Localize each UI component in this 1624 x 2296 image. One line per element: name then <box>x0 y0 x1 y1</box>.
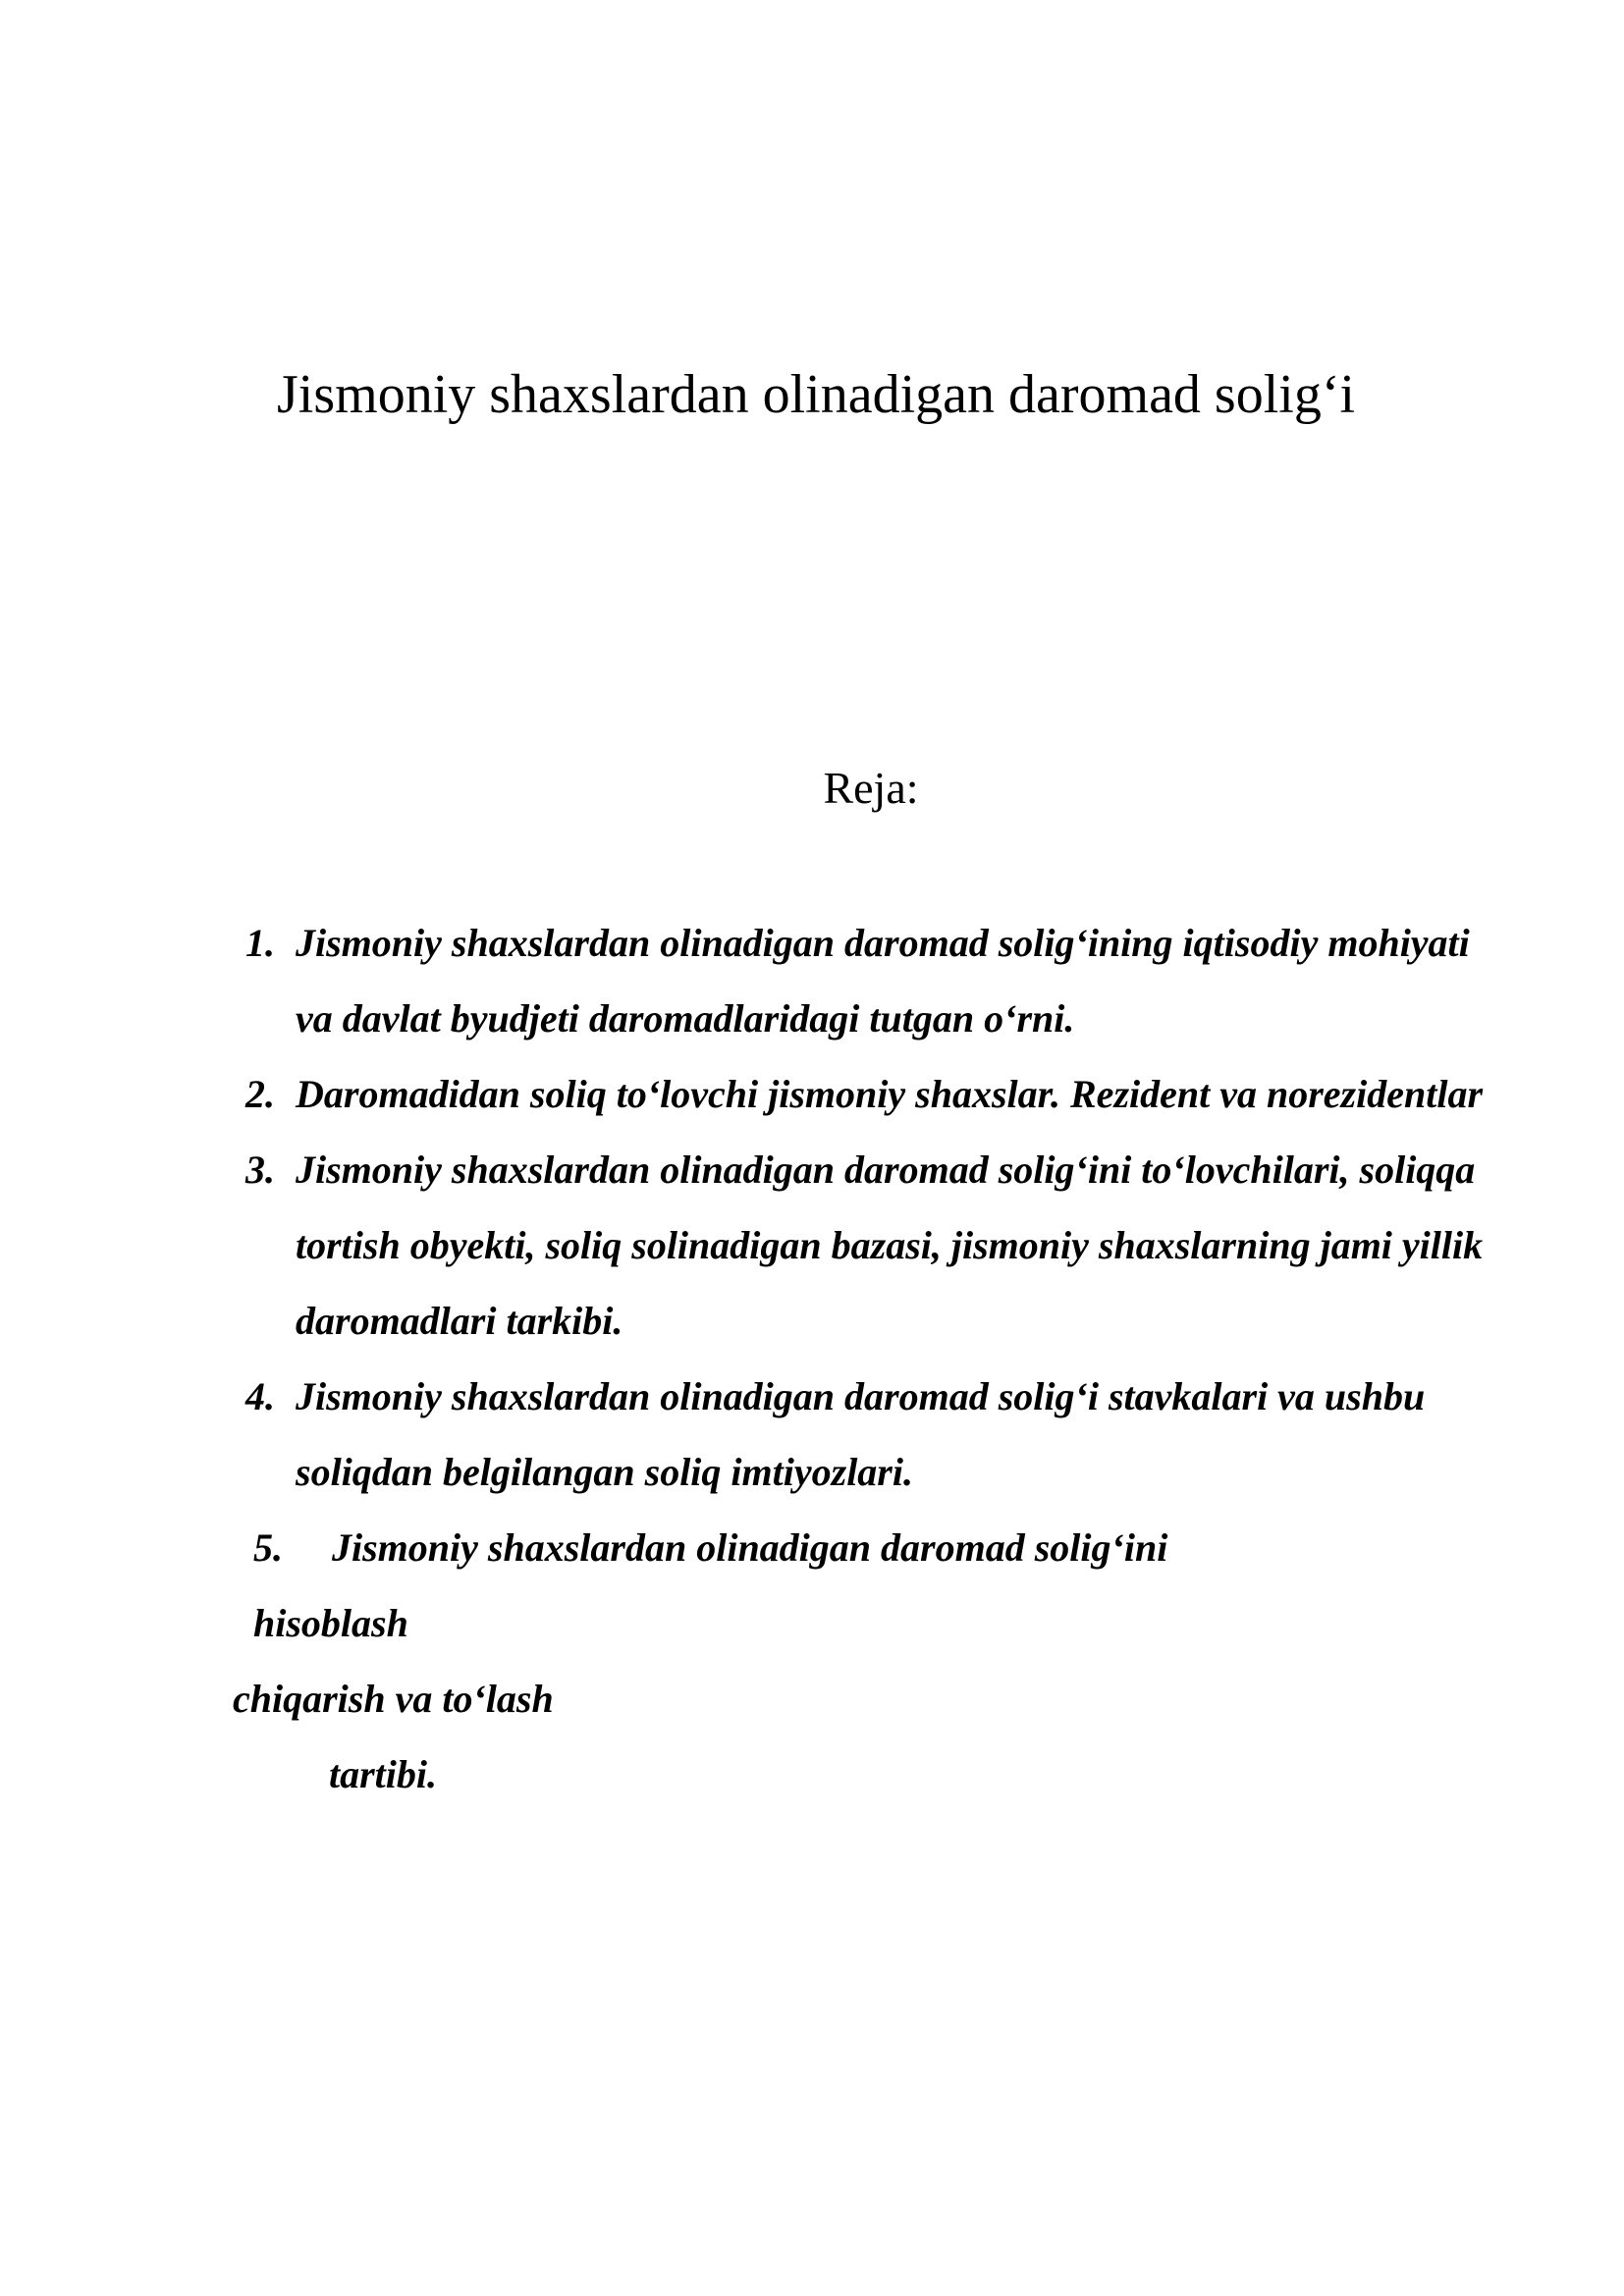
plan-item-5-line-1 <box>0 1510 1276 1661</box>
plan-item-text: Jismoniy shaxslardan olinadigan daromad solig‘i stavkalari va ushbu soliqdan belgilangan soliq imtiyozlari. <box>296 1374 1426 1494</box>
plan-item-5-line-3: tartibi. <box>329 1752 438 1796</box>
plan-item-4 <box>0 1359 1503 1510</box>
plan-heading: Reja: <box>823 763 919 813</box>
plan-item-2 <box>0 1056 1503 1132</box>
plan-item-number: 3. <box>245 1148 275 1192</box>
document-title: Jismoniy shaxslardan olinadigan daromad solig‘i <box>277 364 1356 425</box>
plan-item-text: Jismoniy shaxslardan olinadigan daromad solig‘ining iqtisodiy mohiyati va davlat byudjeti daromadlaridagi tutgan o‘rni. <box>296 921 1470 1041</box>
plan-item-number: 1. <box>245 921 275 965</box>
plan-item-number: 2. <box>245 1072 275 1116</box>
plan-list <box>0 905 1624 1812</box>
plan-item-text: Jismoniy shaxslardan olinadigan daromad solig‘ini hisoblash <box>253 1525 1168 1645</box>
plan-item-5-line-2: chiqarish va to‘lash <box>233 1677 554 1721</box>
plan-item-text: Jismoniy shaxslardan olinadigan daromad solig‘ini to‘lovchilari, soliqqa tortish obyekti, soliq solinadigan bazasi, jismoniy shaxslarning jami yillik daromadlari tarkibi. <box>296 1148 1484 1343</box>
plan-item-5 <box>0 1510 1276 1812</box>
plan-item-3 <box>0 1132 1503 1359</box>
plan-item-number: 5. <box>253 1525 283 1570</box>
plan-item-1 <box>0 905 1503 1056</box>
plan-item-number: 4. <box>245 1374 275 1418</box>
plan-item-text: Daromadidan soliq to‘lovchi jismoniy shaxslar. Rezident va norezidentlar <box>296 1072 1484 1116</box>
